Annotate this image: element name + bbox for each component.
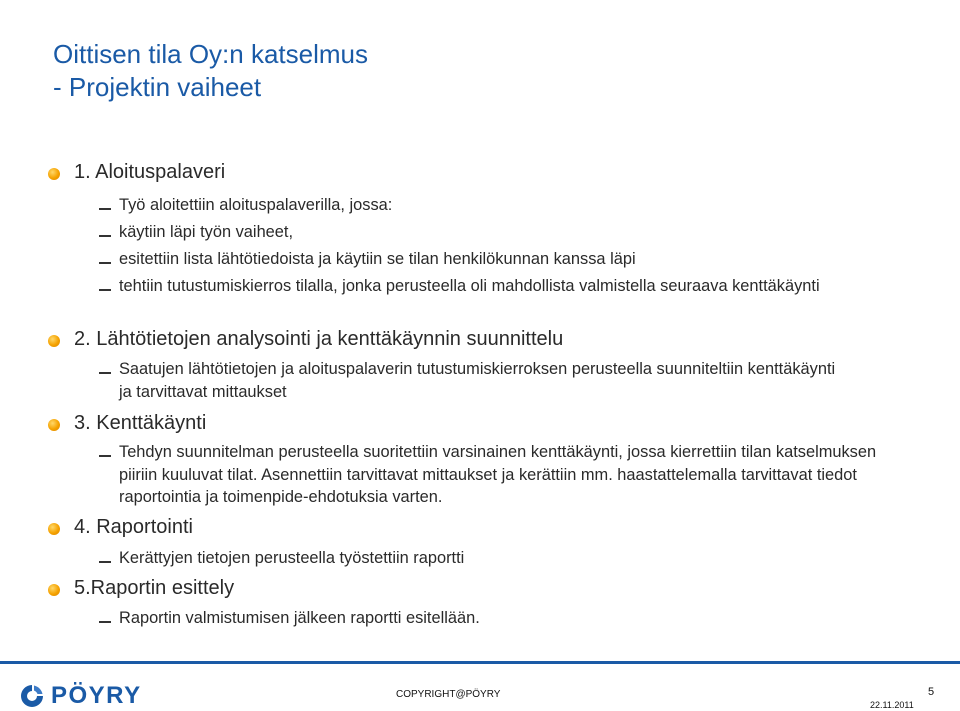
- page-number: 5: [928, 686, 935, 698]
- dash-icon: [99, 289, 111, 291]
- logo-wordmark: PÖYRY: [51, 682, 142, 709]
- list-item: Saatujen lähtötietojen ja aloituspalaverin tutustumiskierroksen perusteella suunniteltiin kenttäkäynti ja tarvittavat mittaukset: [119, 360, 836, 401]
- list-item: Tehdyn suunnitelman perusteella suoritettiin varsinainen kenttäkäynti, jossa kierrettiin tilan katselmuksen piiriin kuuluvat tilat. Asennettiin tarvittavat mittaukset ja kerättiin mm. haastattelemalla tarvittavat tiedot raportointia ja toimenpide-ehdotuksia varten.: [119, 443, 877, 506]
- bullet-icon: [48, 168, 60, 180]
- list-item: Työ aloitettiin aloituspalaverilla, jossa:: [119, 196, 393, 214]
- list-item: Raportin valmistumisen jälkeen raportti esitellään.: [119, 609, 480, 627]
- section-heading-5: 5.Raportin esittely: [74, 577, 235, 599]
- title-line-2: - Projektin vaiheet: [53, 72, 262, 102]
- dash-icon: [99, 235, 111, 237]
- poyry-logo: [19, 682, 142, 710]
- list-item: Kerättyjen tietojen perusteella työstettiin raportti: [119, 549, 465, 567]
- dash-icon: [99, 372, 111, 374]
- title-line-1: Oittisen tila Oy:n katselmus: [53, 39, 368, 69]
- dash-icon: [99, 561, 111, 563]
- section-heading-3: 3. Kenttäkäynti: [74, 412, 207, 434]
- list-item: esitettiin lista lähtötiedoista ja käytiin se tilan henkilökunnan kanssa läpi: [119, 250, 636, 268]
- list-item: tehtiin tutustumiskierros tilalla, jonka perusteella oli mahdollista valmistella seuraava kenttäkäynti: [119, 277, 820, 295]
- bullet-icon: [48, 419, 60, 431]
- copyright-text: COPYRIGHT@PÖYRY: [396, 689, 501, 700]
- dash-icon: [99, 621, 111, 623]
- footer-divider: [0, 661, 960, 664]
- page-title: [53, 38, 368, 104]
- bullet-icon: [48, 584, 60, 596]
- dash-icon: [99, 208, 111, 210]
- dash-icon: [99, 262, 111, 264]
- list-item: käytiin läpi työn vaiheet,: [119, 223, 294, 241]
- dash-icon: [99, 455, 111, 457]
- bullet-icon: [48, 523, 60, 535]
- footer-date: 22.11.2011: [870, 700, 914, 710]
- bullet-icon: [48, 335, 60, 347]
- poyry-logo-icon: [19, 683, 45, 709]
- section-heading-1: 1. Aloituspalaveri: [74, 161, 226, 183]
- section-heading-4: 4. Raportointi: [74, 516, 193, 538]
- section-heading-2: 2. Lähtötietojen analysointi ja kenttäkäynnin suunnittelu: [74, 328, 564, 350]
